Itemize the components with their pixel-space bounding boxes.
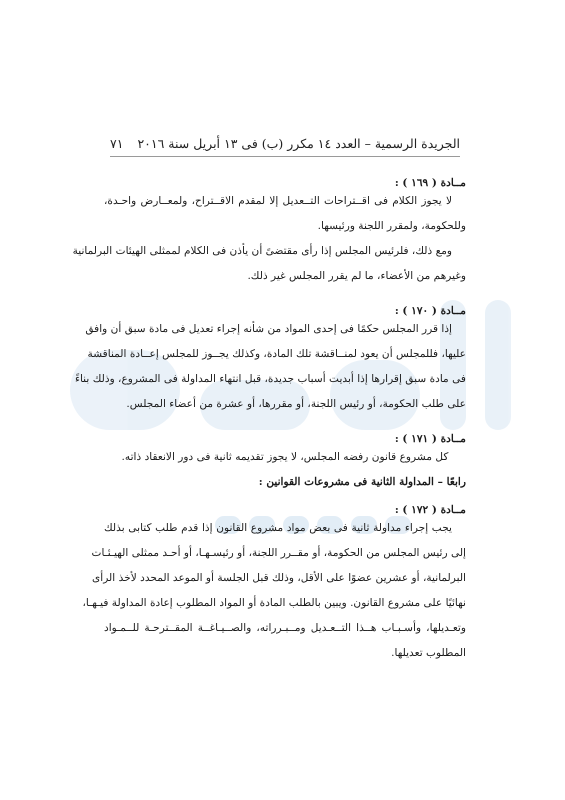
article-heading: مــادة ( ١٧٢ ) : [394,504,466,516]
paragraph-line: وتعـديلها، وأسـبـاب هــذا التــعـديل ومــبـرراته، والصــيـاغــة المقــترحـة للــمـواد [104,622,466,634]
article-heading: مــادة ( ١٦٩ ) : [394,177,466,189]
paragraph-line: ومع ذلك، فلرئيس المجلس إذا رأى مقتضىً أن يأذن فى الكلام لممثلى الهيئات البرلمانية [72,245,452,257]
paragraph-line: إذا قرر المجلس حكمًا فى إحدى المواد من شأنه إجراء تعديل فى مادة سبق أن وافق [85,323,452,335]
paragraph-line: إلى رئيس المجلس من الحكومة، أو مقــرر اللجنة، أو رئيسـهـا، أو أحـد ممثلى الهيـئـات [91,547,466,559]
paragraph-line: البرلمانية، أو عشرين عضوًا على الأقل، وذلك قبل الجلسة أو الموعد المحدد لأخذ الرأى [91,572,466,584]
article-heading: مــادة ( ١٧١ ) : [394,433,466,445]
paragraph-line: وللحكومة، ولمقرر اللجنة ورئيسها. [317,220,466,232]
paragraph-line: كل مشروع قانون رفضه المجلس، لا يجوز تقديمه ثانية فى دور الانعقاد ذاته. [121,451,449,463]
paragraph-line: فى مادة سبق إقرارها إذا أبديت أسباب جديدة، قبل انتهاء المداولة فى المشروع، وذلك بناءً [74,373,466,385]
paragraph-line: لا يجوز الكلام فى اقــتراحات التــعديل إلا لمقدم الاقــتراح، ولمعــارض واحـدة، [104,195,452,207]
article-heading: مــادة ( ١٧٠ ) : [394,305,466,317]
paragraph-line: وغيرهم من الأعضاء، ما لم يقرر المجلس غير ذلك. [247,270,466,282]
page-number: ٧١ [110,136,124,151]
document-body [72,172,466,670]
header-title: الجريدة الرسمية – العدد ١٤ مكرر (ب) فى ١٣ أبريل سنة ٢٠١٦ [137,136,460,151]
header-rule [110,156,460,157]
paragraph-line: على طلب الحكومة، أو رئيس اللجنة، أو مقررها، أو عشرة من أعضاء المجلس. [126,398,466,410]
paragraph-line: عليها، فللمجلس أن يعود لمنــاقشة تلك المادة، وكذلك يجــوز للمجلس إعــادة المناقشة [87,348,466,360]
paragraph-line: نهائيًا على مشروع القانون. ويبين بالطلب المادة أو المواد المطلوب إعادة المداولة فيـهـا، [82,597,466,609]
paragraph-line: يجب إجراء مداولة ثانية فى بعض مواد مشروع القانون إذا قدم طلب كتابى بذلك [104,522,452,534]
section-heading: رابعًا – المداولة الثانية فى مشروعات القوانين : [258,476,466,488]
paragraph-line: المطلوب تعديلها. [391,647,466,659]
page-header [110,136,460,151]
